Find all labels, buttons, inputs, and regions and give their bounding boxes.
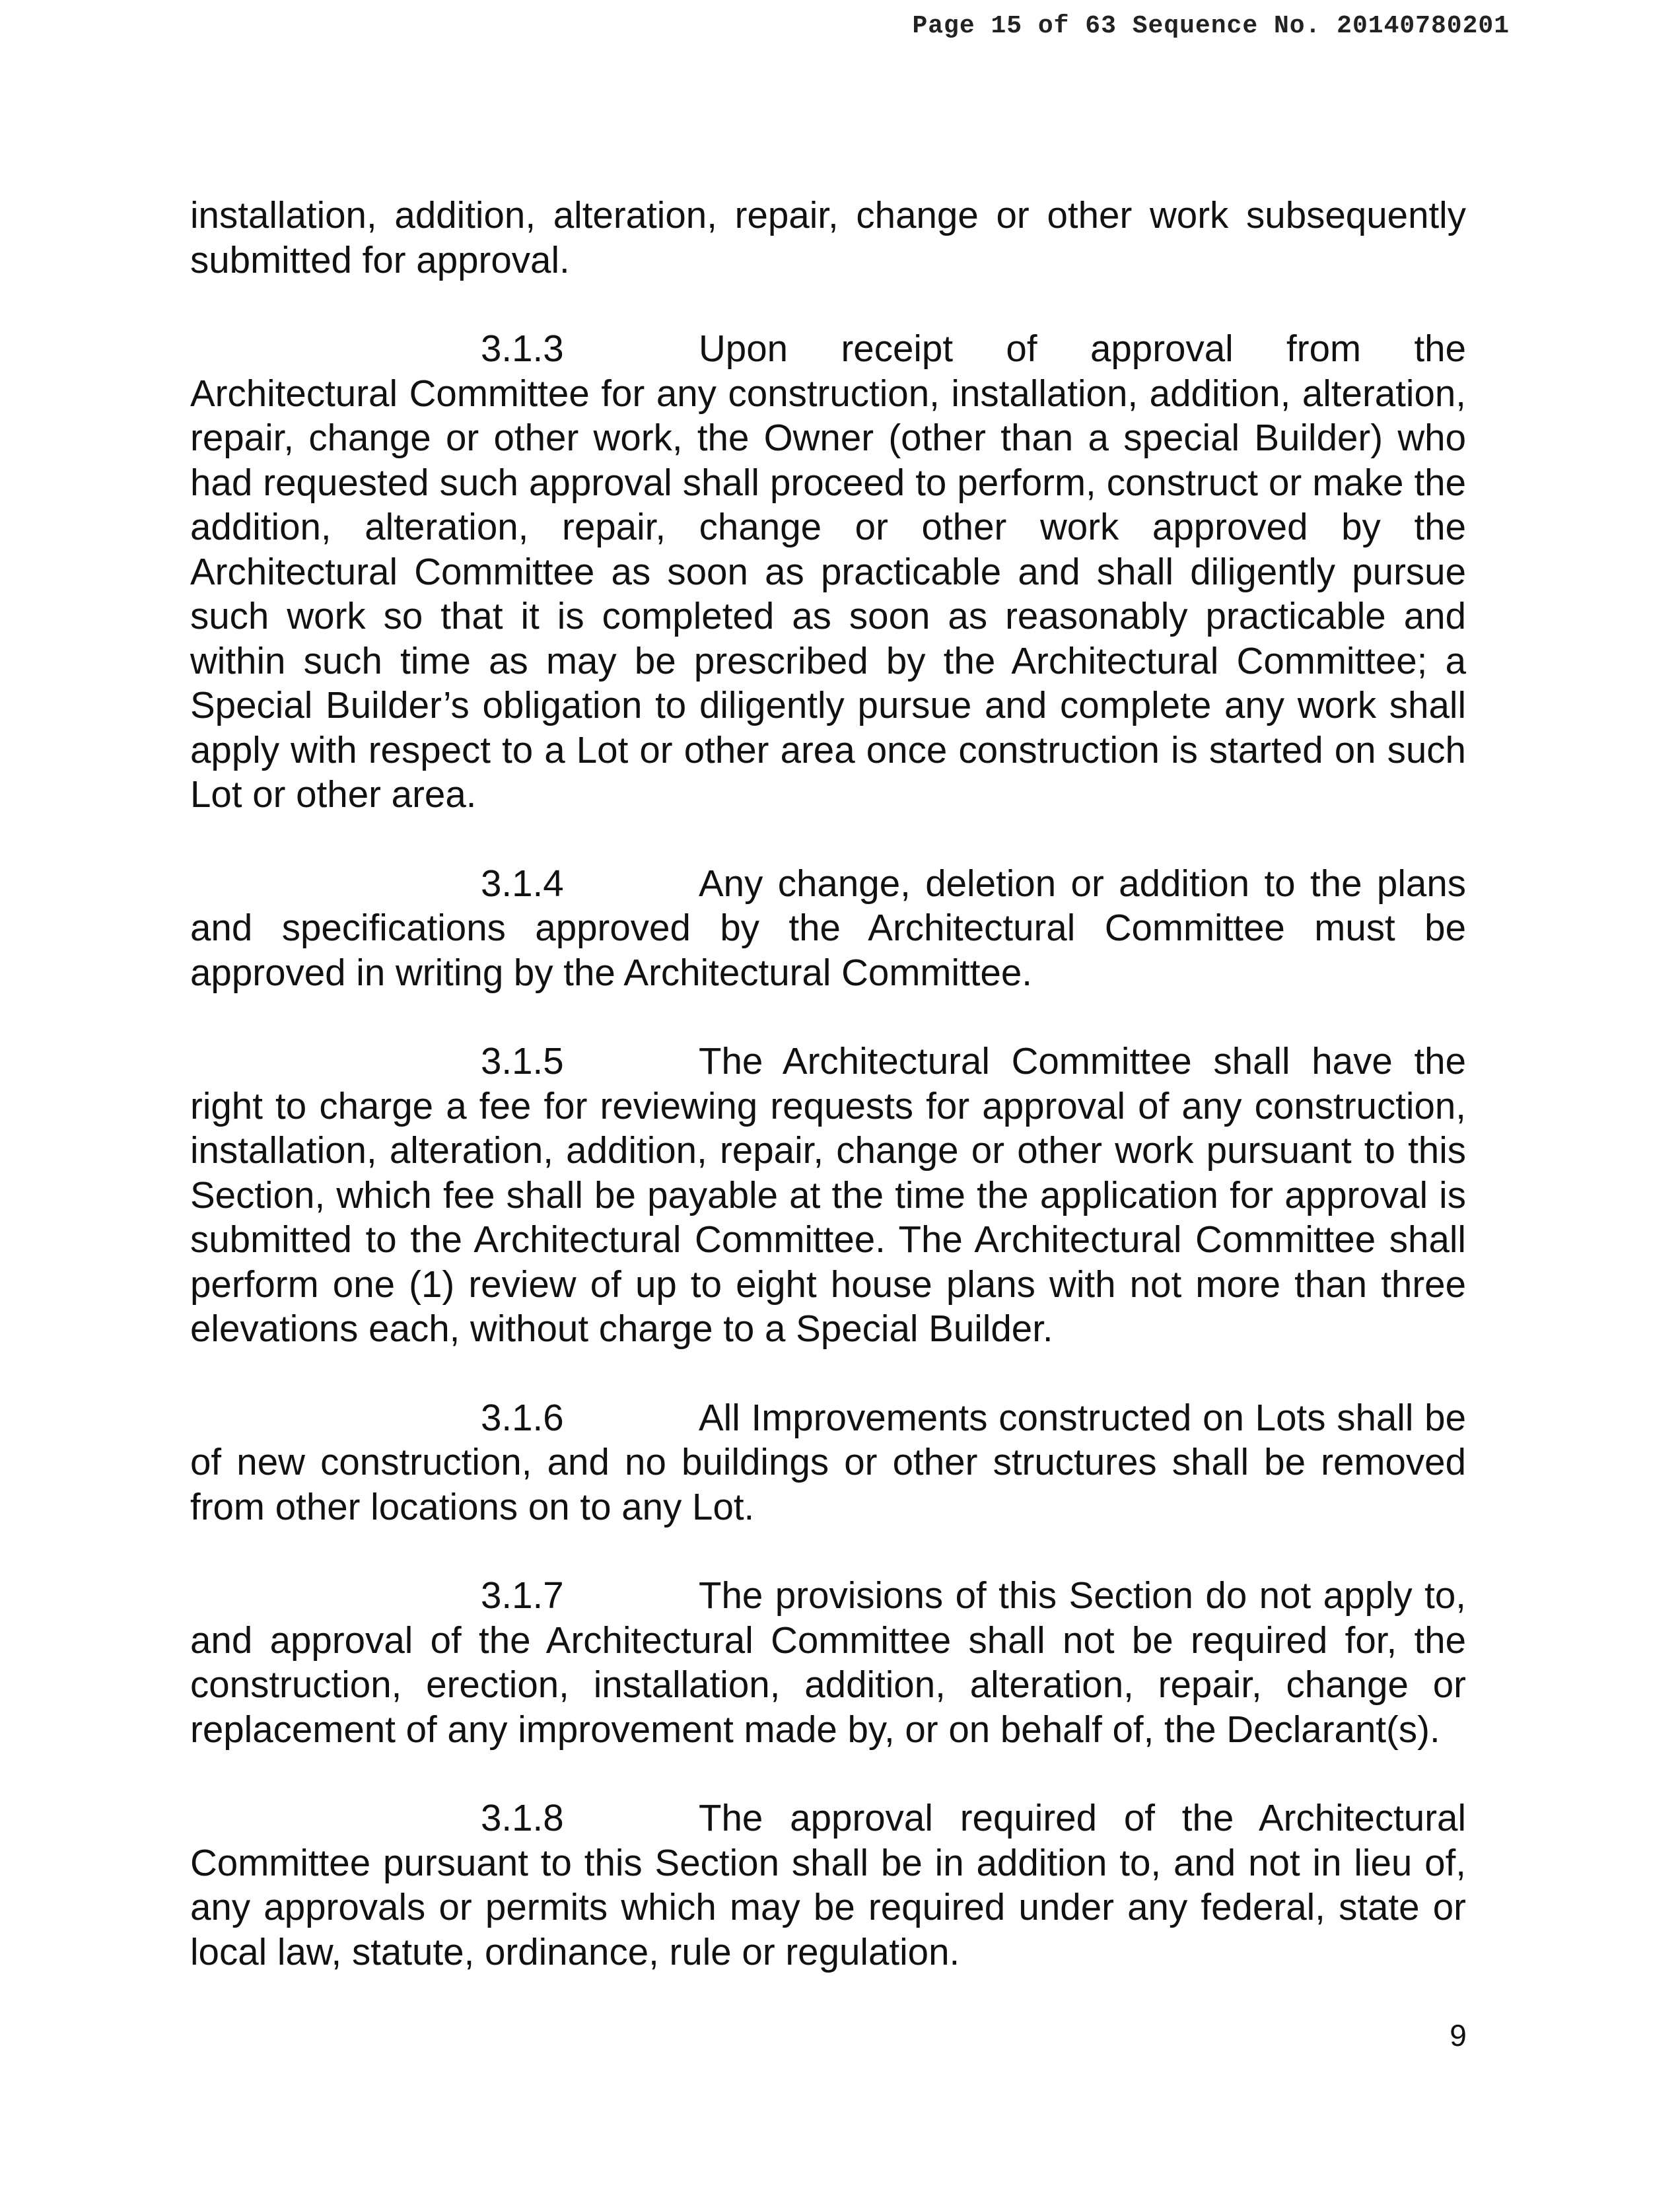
paragraph-text: The provisions of this Section do not apply to, and approval of the Architectural Committee shall not be required for, the construction, erection, installation, addition, alteration, repair, change or replacement of any improvement made by, or on behalf of, the Declarant(s). [190,1574,1466,1750]
paragraph-text: The approval required of the Architectural Committee pursuant to this Section shall be in addition to, and not in lieu of, any approvals or permits which may be required under any federal, state or local law, statute, ordinance, rule or regulation. [190,1797,1466,1973]
section-number: 3.1.8 [481,1797,564,1839]
section-number: 3.1.4 [481,862,564,904]
section-3-1-8 [190,1796,1466,1974]
section-3-1-3 [190,326,1466,817]
paragraph-text: The Architectural Committee shall have the right to charge a fee for reviewing requests for approval of any construction, installation, alteration, addition, repair, change or other work pursuant to this Section, which fee shall be payable at the time the application for approval is submitted to the Architectural Committee. The Architectural Committee shall perform one (1) review of up to eight house plans with not more than three elevations each, without charge to a Special Builder. [190,1040,1466,1349]
section-number: 3.1.5 [481,1040,564,1082]
section-number: 3.1.3 [481,328,564,369]
page-number: 9 [1450,2018,1467,2053]
section-3-1-5 [190,1039,1466,1351]
section-number: 3.1.7 [481,1574,564,1616]
document-body [190,193,1466,1974]
paragraph-text: Upon receipt of approval from the Architectural Committee for any construction, installation, addition, alteration, repair, change or other work, the Owner (other than a special Builder) who had requested such approval shall proceed to perform, construct or make the addition, alteration, repair, change or other work approved by the Architectural Committee as soon as practicable and shall diligently pursue such work so that it is completed as soon as reasonably practicable and within such time as may be prescribed by the Architectural Committee; a Special Builder’s obligation to diligently pursue and complete any work shall apply with respect to a Lot or other area once construction is started on such Lot or other area. [190,328,1466,815]
paragraph-text: Any change, deletion or addition to the plans and specifications approved by the Architectural Committee must be approved in writing by the Architectural Committee. [190,862,1466,993]
paragraph-text: All Improvements constructed on Lots shall be of new construction, and no buildings or other structures shall be removed from other locations on to any Lot. [190,1396,1466,1527]
section-3-1-7 [190,1573,1466,1751]
section-3-1-6 [190,1395,1466,1529]
section-3-1-4 [190,861,1466,995]
page-sequence-header: Page 15 of 63 Sequence No. 20140780201 [912,12,1510,40]
paragraph-continuation [190,193,1466,282]
paragraph-text: installation, addition, alteration, repair, change or other work subsequently submitted for approval. [190,194,1466,281]
section-number: 3.1.6 [481,1396,564,1438]
